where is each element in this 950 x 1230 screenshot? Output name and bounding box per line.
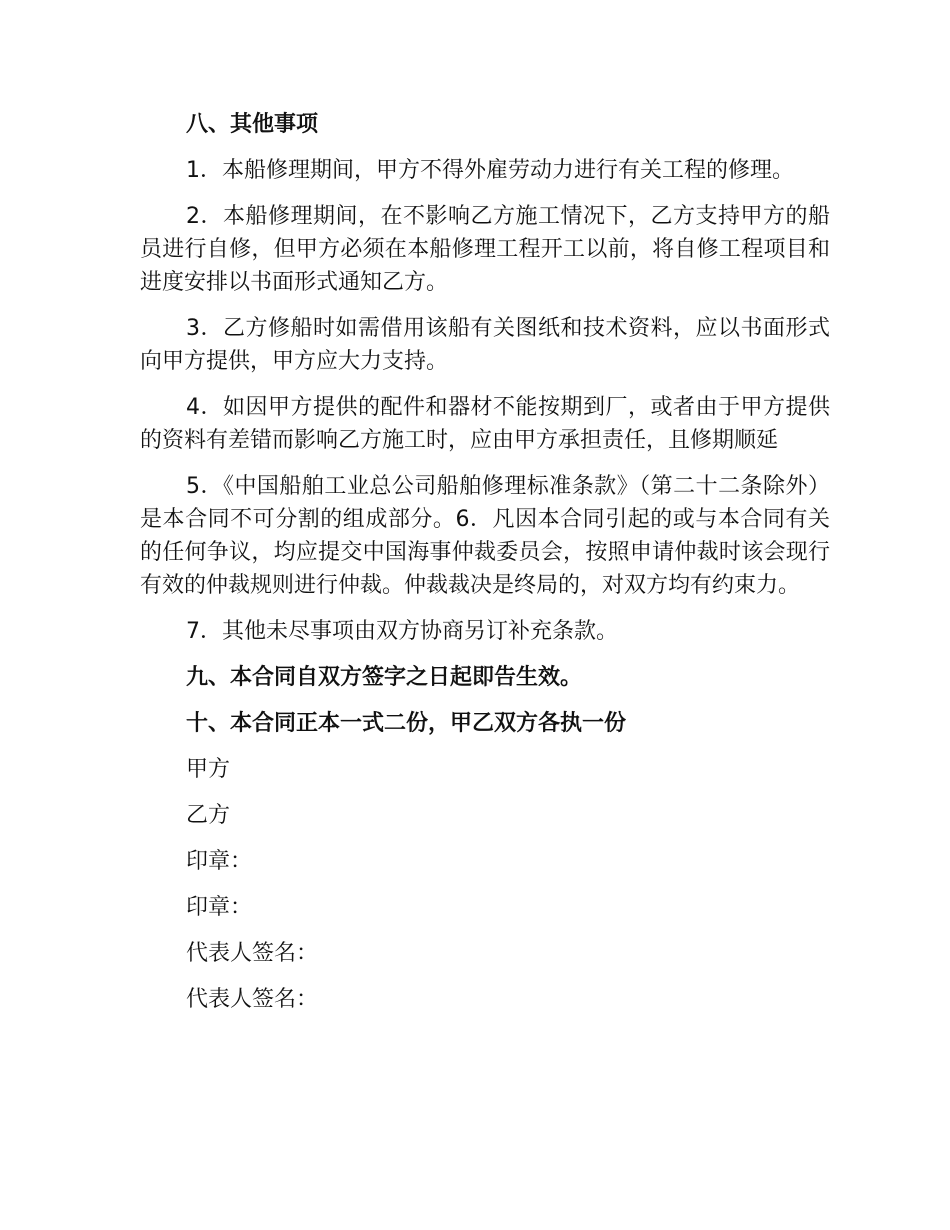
clause-8-4: 4．如因甲方提供的配件和器材不能按期到厂，或者由于甲方提供的资料有差错而影响乙方施工时，应由甲方承担责任，且修期顺延 [140,395,830,453]
representative-b-label: 代表人签名： [186,987,319,1012]
seal-a-label: 印章： [186,849,253,874]
clause-8-5-6: 5．《中国船舶工业总公司船舶修理标准条款》（第二十二条除外）是本合同不可分割的组成部分。6．凡因本合同引起的或与本合同有关的任何争议，均应提交中国海事仲裁委员会，按照申请仲裁时该会现行有效的仲裁规则进行仲裁。仲裁裁决是终局的，对双方均有约束力。 [140,474,830,598]
representative-a-label: 代表人签名： [186,941,319,966]
party-b-label: 乙方 [186,803,231,828]
section-8-heading: 八、其他事项 [186,112,319,137]
clause-8-2: 2．本船修理期间，在不影响乙方施工情况下，乙方支持甲方的船员进行自修，但甲方必须在本船修理工程开工以前，将自修工程项目和进度安排以书面形式通知乙方。 [140,204,830,295]
clause-8-7: 7．其他未尽事项由双方协商另订补充条款。 [186,619,618,644]
section-9-heading: 九、本合同自双方签字之日起即告生效。 [186,665,583,690]
section-10-heading: 十、本合同正本一式二份，甲乙双方各执一份 [186,711,627,736]
clause-8-3: 3．乙方修船时如需借用该船有关图纸和技术资料，应以书面形式向甲方提供，甲方应大力支持。 [140,316,830,374]
clause-8-1: 1．本船修理期间，甲方不得外雇劳动力进行有关工程的修理。 [186,158,794,183]
contract-body [140,108,830,1029]
party-a-label: 甲方 [186,757,231,782]
seal-b-label: 印章： [186,895,253,920]
